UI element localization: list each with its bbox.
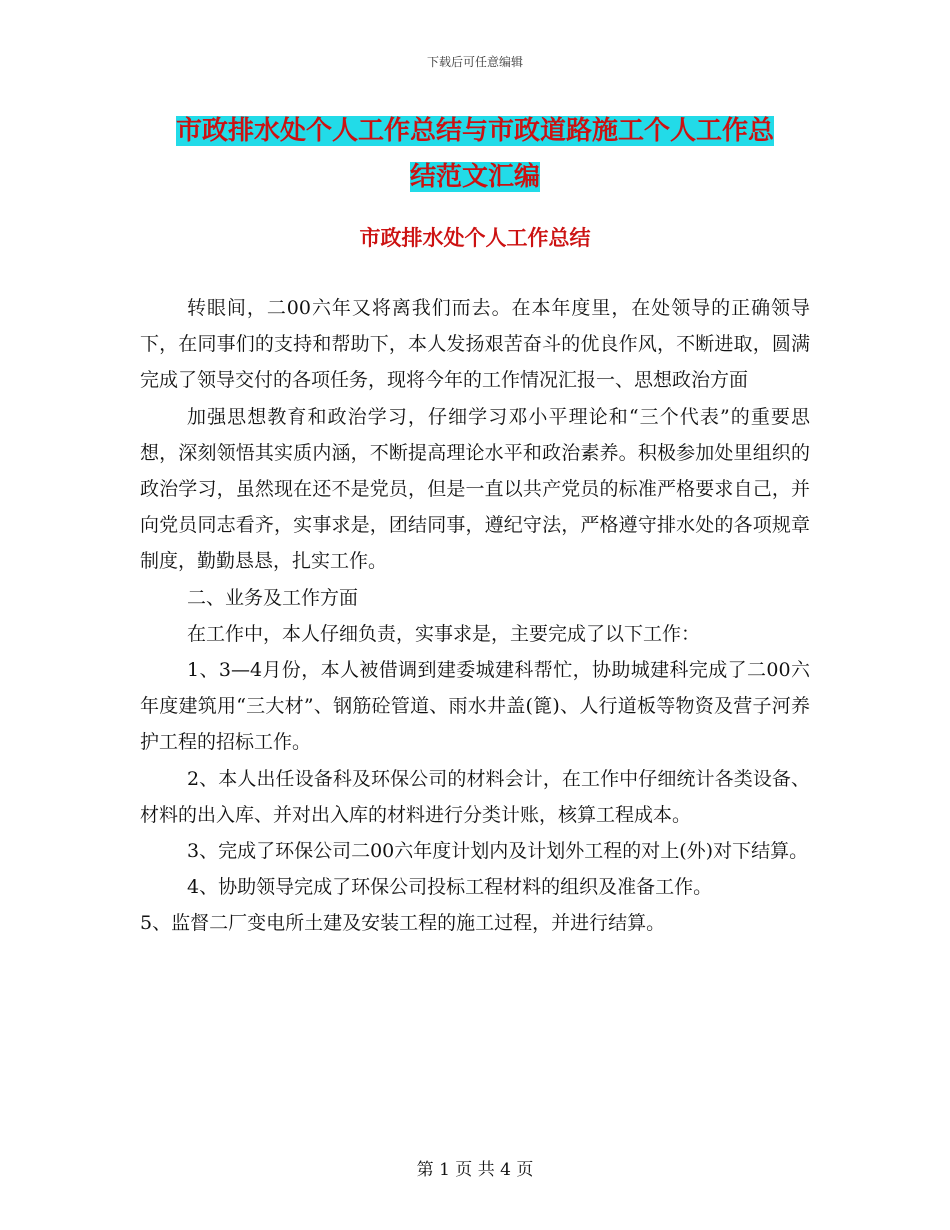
- paragraph: 加强思想教育和政治学习，仔细学习邓小平理论和“三个代表”的重要思想，深刻领悟其实质内涵，不断提高理论水平和政治素养。积极参加处里组织的政治学习，虽然现在还不是党员，但是一直以共产党员的标准严格要求自己，并向党员同志看齐，实事求是，团结同事，遵纪守法，严格遵守排水处的各项规章制度，勤勤恳恳，扎实工作。: [140, 405, 810, 573]
- page-footer: 第 1 页 共 4 页: [416, 1160, 534, 1180]
- section-title: 市政排水处个人工作总结: [359, 226, 591, 250]
- header-note: 下载后可任意编辑: [426, 55, 523, 69]
- paragraph: 在工作中，本人仔细负责，实事求是，主要完成了以下工作：: [187, 622, 701, 645]
- paragraph: 转眼间，二00六年又将离我们而去。在本年度里，在处领导的正确领导下，在同事们的支持和帮助下，本人发扬艰苦奋斗的优良作风，不断进取，圆满完成了领导交付的各项任务，现将今年的工作情况汇报一、思想政治方面: [140, 297, 810, 392]
- paragraph: 二、业务及工作方面: [187, 586, 359, 609]
- document-title: [140, 108, 810, 200]
- paragraph: 3、完成了环保公司二00六年度计划内及计划外工程的对上(外)对下结算。: [187, 840, 809, 863]
- paragraph: 4、协助领导完成了环保公司投标工程材料的组织及准备工作。: [187, 876, 713, 899]
- paragraph: 1、3—4月份，本人被借调到建委城建科帮忙，协助城建科完成了二00六年度建筑用“三大材”、钢筋砼管道、雨水井盖(篦)、人行道板等物资及营子河养护工程的招标工作。: [140, 659, 810, 754]
- document-body: [140, 290, 810, 942]
- paragraph: 5、监督二厂变电所土建及安装工程的施工过程，并进行结算。: [140, 912, 666, 935]
- title-line-1: 市政排水处个人工作总结与市政道路施工个人工作总: [175, 116, 774, 146]
- title-line-2: 结范文汇编: [409, 162, 540, 192]
- paragraph: 2、本人出任设备科及环保公司的材料会计，在工作中仔细统计各类设备、材料的出入库、并对出入库的材料进行分类计账，核算工程成本。: [140, 767, 810, 826]
